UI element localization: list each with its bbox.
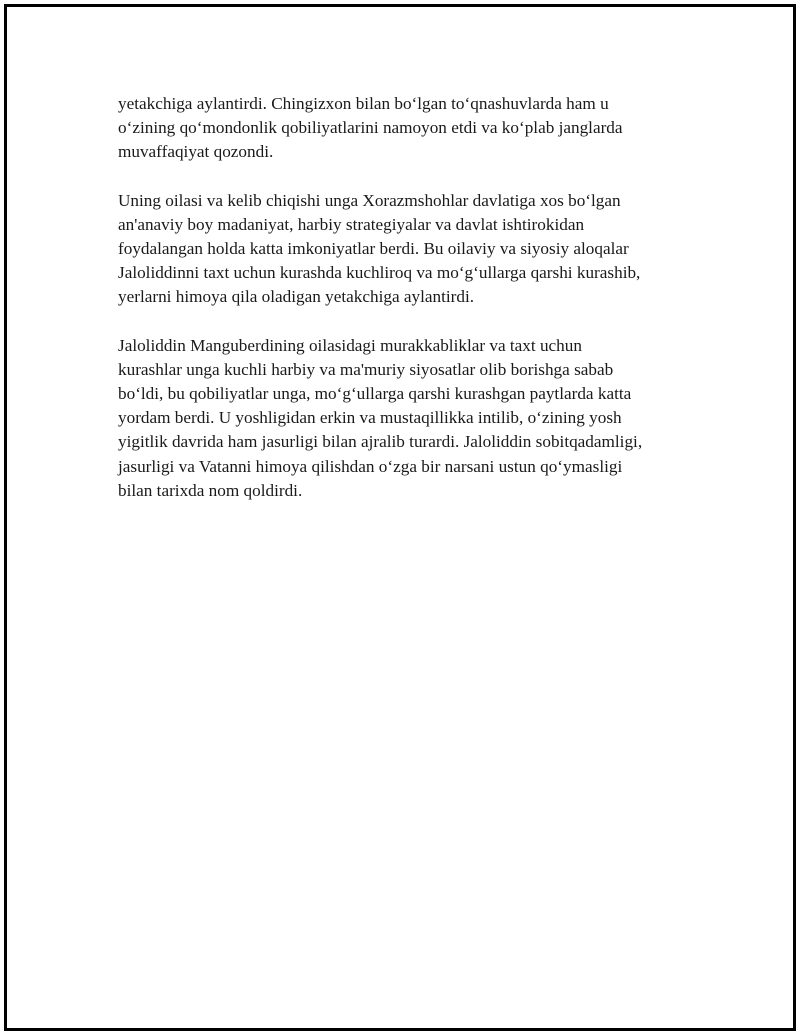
text-line: yigitlik davrida ham jasurligi bilan ajralib turardi. Jaloliddin sobitqadamligi, [118, 432, 643, 452]
text-line: kurashlar unga kuchli harbiy va ma'muriy siyosatlar olib borishga sabab [118, 359, 614, 379]
text-line: foydalangan holda katta imkoniyatlar berdi. Bu oilaviy va siyosiy aloqalar [118, 239, 629, 259]
text-line: Jaloliddinni taxt uchun kurashda kuchliroq va mo‘g‘ullarga qarshi kurashib, [118, 263, 641, 283]
text-line: muvaffaqiyat qozondi. [118, 142, 274, 162]
text-line: an'anaviy boy madaniyat, harbiy strategiyalar va davlat ishtirokidan [118, 214, 585, 234]
text-line: Uning oilasi va kelib chiqishi unga Xorazmshohlar davlatiga xos bo‘lgan [118, 190, 621, 210]
text-line: Jaloliddin Manguberdining oilasidagi murakkabliklar va taxt uchun [118, 335, 582, 355]
text-line: jasurligi va Vatanni himoya qilishdan o‘zga bir narsani ustun qo‘ymasligi [118, 456, 623, 476]
text-line: o‘zining qo‘mondonlik qobiliyatlarini namoyon etdi va ko‘plab janglarda [118, 118, 623, 138]
text-line: yordam berdi. U yoshligidan erkin va mustaqillikka intilib, o‘zining yosh [118, 408, 622, 428]
text-line: bo‘ldi, bu qobiliyatlar unga, mo‘g‘ullarga qarshi kurashgan paytlarda katta [118, 384, 632, 404]
document-body [118, 92, 698, 527]
text-line: yetakchiga aylantirdi. Chingizxon bilan bo‘lgan to‘qnashuvlarda ham u [118, 94, 609, 113]
paragraph-2 [118, 189, 698, 310]
paragraph-1 [118, 92, 698, 165]
text-line: bilan tarixda nom qoldirdi. [118, 480, 303, 500]
paragraph-3 [118, 334, 698, 503]
text-line: yerlarni himoya qila oladigan yetakchiga aylantirdi. [118, 287, 475, 307]
